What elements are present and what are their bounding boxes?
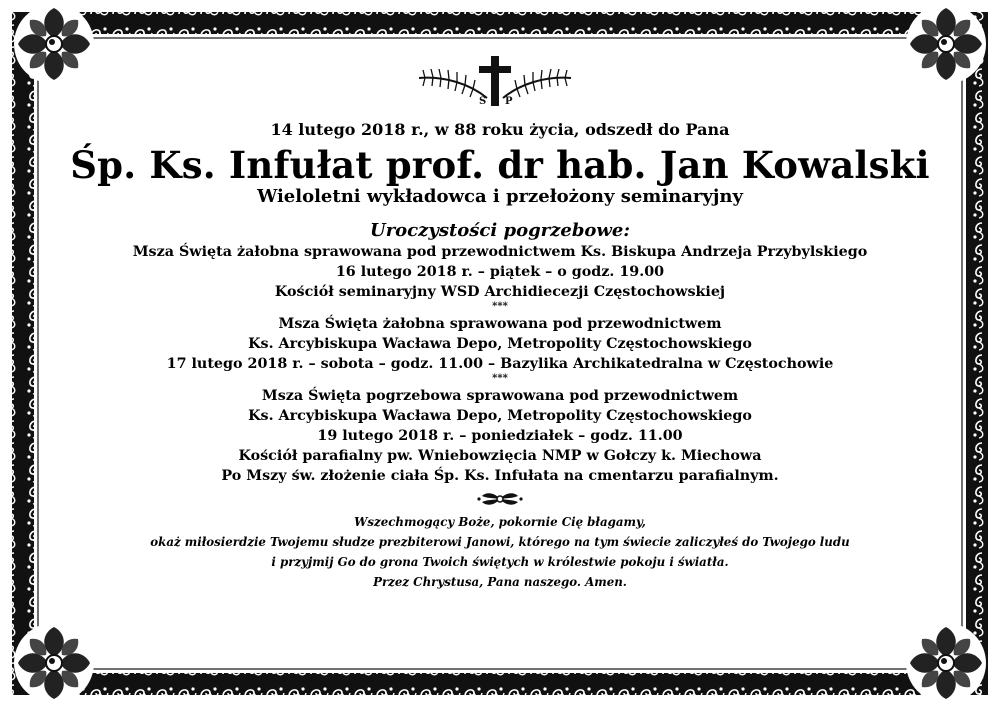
ceremony-2-line-2: Ks. Arcybiskupa Wacława Depo, Metropolity Częstochowskiego: [248, 336, 752, 352]
ceremony-1-line-2: 16 lutego 2018 r. – piątek – o godz. 19.00: [335, 264, 665, 280]
ceremony-3-line-4: Kościół parafialny pw. Wniebowzięcia NMP w Gołczy k. Miechowa: [238, 448, 762, 464]
prayer-line-4: Przez Chrystusa, Pana naszego. Amen.: [373, 575, 627, 589]
prayer-line-3: i przyjmij Go do grona Twoich świętych w królestwie pokoju i światła.: [271, 555, 729, 569]
deceased-name: Śp. Ks. Infułat prof. dr hab. Jan Kowalski: [70, 143, 930, 187]
emblem-initial-left: S: [479, 96, 487, 107]
ceremony-1-line-1: Msza Święta żałobna sprawowana pod przewodnictwem Ks. Biskupa Andrzeja Przybylskiego: [132, 244, 868, 260]
separator-1: ***: [492, 301, 508, 312]
ceremony-2-line-1: Msza Święta żałobna sprawowana pod przewodnictwem: [278, 316, 722, 332]
obituary-body: [60, 120, 940, 592]
cross-palm-emblem-icon: [415, 54, 575, 116]
ceremony-3-line-5: Po Mszy św. złożenie ciała Śp. Ks. Infułata na cmentarzu parafialnym.: [221, 468, 779, 484]
ceremony-3-line-1: Msza Święta pogrzebowa sprawowana pod przewodnictwem: [261, 388, 739, 404]
prayer-line-1: Wszechmogący Boże, pokornie Cię błagamy,: [354, 515, 646, 529]
death-announcement: 14 lutego 2018 r., w 88 roku życia, odszedł do Pana: [270, 120, 730, 139]
prayer-block: [60, 512, 940, 592]
floral-divider-icon: [476, 490, 524, 508]
floral-divider: [60, 490, 940, 512]
ceremony-block-1: [60, 242, 940, 302]
deceased-role: Wieloletni wykładowca i przełożony seminaryjny: [257, 186, 743, 207]
separator-2: ***: [492, 373, 508, 384]
ceremony-2-line-3: 17 lutego 2018 r. – sobota – godz. 11.00 – Bazylika Archikatedralna w Częstochowie: [166, 356, 834, 372]
ceremony-3-line-2: Ks. Arcybiskupa Wacława Depo, Metropolity Częstochowskiego: [248, 408, 752, 424]
ceremony-block-3: [60, 386, 940, 486]
emblem-initial-right: P: [505, 96, 513, 107]
prayer-line-2: okaż miłosierdzie Twojemu słudze prezbiterowi Janowi, którego na tym świecie zaliczyłeś do Twojego ludu: [150, 535, 850, 549]
ceremonies-heading: Uroczystości pogrzebowe:: [370, 220, 630, 241]
ceremony-block-2: [60, 314, 940, 374]
ceremony-1-line-3: Kościół seminaryjny WSD Archidiecezji Częstochowskiej: [274, 284, 726, 300]
ceremony-3-line-3: 19 lutego 2018 r. – poniedziałek – godz. 11.00: [317, 428, 683, 444]
